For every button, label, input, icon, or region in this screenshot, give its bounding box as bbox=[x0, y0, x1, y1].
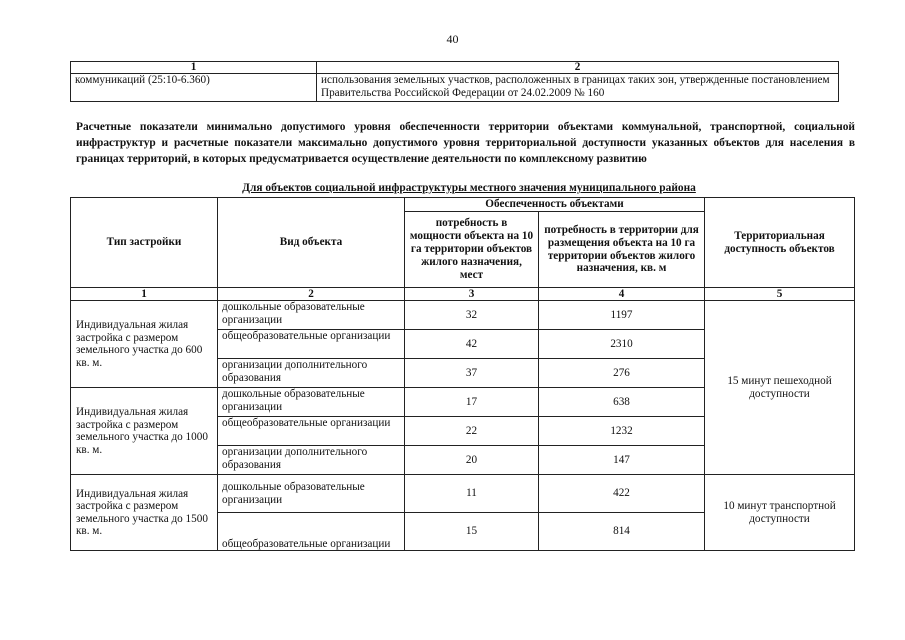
building-type-cell: Индивидуальная жилая застройка с размером земельного участка до 600 кв. м. bbox=[71, 301, 218, 388]
top-table bbox=[70, 61, 839, 102]
top-table-row bbox=[71, 74, 839, 102]
capacity-cell: 20 bbox=[405, 446, 539, 475]
header-access: Территориальная доступность объектов bbox=[705, 198, 855, 288]
area-cell: 276 bbox=[539, 359, 705, 388]
header-row-1 bbox=[71, 198, 855, 212]
access-cell: 10 минут транспортной доступности bbox=[705, 475, 855, 551]
object-type-cell: общеобразовательные организации bbox=[218, 417, 405, 446]
capacity-cell: 11 bbox=[405, 475, 539, 513]
building-type-cell: Индивидуальная жилая застройка с размером земельного участка до 1500 кв. м. bbox=[71, 475, 218, 551]
object-type-cell: общеобразовательные организации bbox=[218, 330, 405, 359]
header-object: Вид объекта bbox=[218, 198, 405, 288]
header-area: потребность в территории для размещения объекта на 10 га территории объектов жилого назначения, кв. м bbox=[539, 212, 705, 288]
object-type-cell: организации дополнительного образования bbox=[218, 446, 405, 475]
top-table-header-2: 2 bbox=[317, 62, 839, 74]
table-row bbox=[71, 475, 855, 513]
column-number-5: 5 bbox=[705, 288, 855, 301]
capacity-cell: 15 bbox=[405, 513, 539, 551]
area-cell: 147 bbox=[539, 446, 705, 475]
column-number-3: 3 bbox=[405, 288, 539, 301]
object-type-cell: организации дополнительного образования bbox=[218, 359, 405, 388]
column-number-row bbox=[71, 288, 855, 301]
top-table-header-row bbox=[71, 62, 839, 74]
table-caption: Для объектов социальной инфраструктуры местного значения муниципального района bbox=[242, 182, 696, 194]
header-provision: Обеспеченность объектами bbox=[405, 198, 705, 212]
section-heading: Расчетные показатели минимально допустимого уровня обеспеченности территории объектами коммунальной, транспортной, социальной инфраструктур и расчетные показатели максимально допустимого уровня территориальной доступности указанных объектов для населения в границах территорий, в которых предусматривается осуществление деятельности по комплексному развитию bbox=[76, 121, 855, 165]
column-number-1: 1 bbox=[71, 288, 218, 301]
object-type-cell: дошкольные образовательные организации bbox=[218, 301, 405, 330]
building-type-cell: Индивидуальная жилая застройка с размером земельного участка до 1000 кв. м. bbox=[71, 388, 218, 475]
area-cell: 1197 bbox=[539, 301, 705, 330]
capacity-cell: 32 bbox=[405, 301, 539, 330]
area-cell: 814 bbox=[539, 513, 705, 551]
top-table-header-1: 1 bbox=[71, 62, 317, 74]
access-cell: 15 минут пешеходной доступности bbox=[705, 301, 855, 475]
top-table-cell-2: использования земельных участков, расположенных в границах таких зон, утвержденные постановлением Правительства Российской Федерации от 24.02.2009 № 160 bbox=[317, 74, 839, 102]
main-table bbox=[70, 197, 855, 551]
capacity-cell: 42 bbox=[405, 330, 539, 359]
column-number-2: 2 bbox=[218, 288, 405, 301]
capacity-cell: 37 bbox=[405, 359, 539, 388]
object-type-cell: дошкольные образовательные организации bbox=[218, 475, 405, 513]
page-number: 40 bbox=[446, 32, 459, 46]
object-type-cell: общеобразовательные организации bbox=[218, 513, 405, 551]
object-type-cell: дошкольные образовательные организации bbox=[218, 388, 405, 417]
capacity-cell: 22 bbox=[405, 417, 539, 446]
capacity-cell: 17 bbox=[405, 388, 539, 417]
top-table-cell-1: коммуникаций (25:10-6.360) bbox=[71, 74, 317, 102]
area-cell: 1232 bbox=[539, 417, 705, 446]
header-type: Тип застройки bbox=[71, 198, 218, 288]
area-cell: 2310 bbox=[539, 330, 705, 359]
area-cell: 638 bbox=[539, 388, 705, 417]
table-row bbox=[71, 301, 855, 330]
header-capacity: потребность в мощности объекта на 10 га территории объектов жилого назначения, мест bbox=[405, 212, 539, 288]
area-cell: 422 bbox=[539, 475, 705, 513]
column-number-4: 4 bbox=[539, 288, 705, 301]
